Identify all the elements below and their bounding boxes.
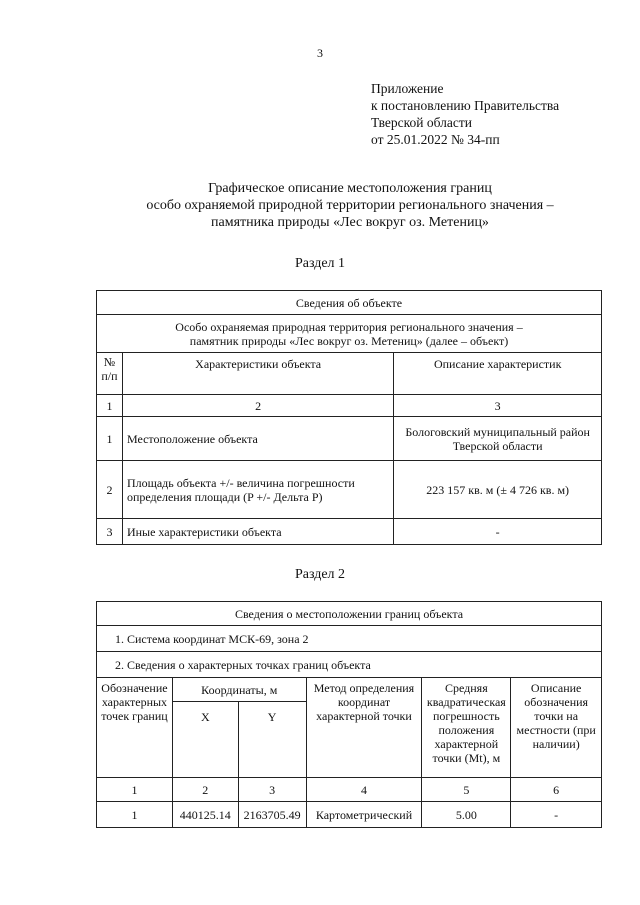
table-header: Сведения об объекте (97, 291, 602, 315)
table-row (97, 519, 602, 545)
document-title (60, 180, 640, 231)
index-cell: 1 (97, 395, 123, 417)
index-cell: 3 (238, 778, 306, 802)
appendix-block (371, 80, 559, 148)
col-header-desc: Описание характеристик (394, 353, 602, 395)
row-desc: - (394, 519, 602, 545)
index-cell: 6 (511, 778, 602, 802)
page-number: 3 (317, 46, 323, 60)
col-header-method: Метод определения координат характерной точки (306, 678, 422, 778)
col-header-designation: Обозначение характерных точек границ (97, 678, 173, 778)
point-error: 5.00 (422, 802, 511, 828)
row-num: 2 (97, 461, 123, 519)
row-desc: Бологовский муниципальный район Тверской области (394, 417, 602, 461)
col-header-char: Характеристики объекта (122, 353, 393, 395)
point-method: Картометрический (306, 802, 422, 828)
appendix-line: к постановлению Правительства (371, 98, 560, 113)
index-cell: 2 (172, 778, 238, 802)
appendix-line: Тверской области (371, 115, 472, 130)
index-cell: 5 (422, 778, 511, 802)
point-marking: - (511, 802, 602, 828)
appendix-line: от 25.01.2022 № 34-пп (371, 132, 500, 147)
point-id: 1 (97, 802, 173, 828)
col-header-error: Средняя квадратическая погрешность положения характерной точки (Mt), м (422, 678, 511, 778)
title-line: Графическое описание местоположения границ (208, 181, 492, 196)
title-line: особо охраняемой природной территории регионального значения – (146, 198, 554, 213)
index-cell: 3 (394, 395, 602, 417)
row-char: Иные характеристики объекта (122, 519, 393, 545)
col-header-x: X (172, 702, 238, 778)
index-cell: 1 (97, 778, 173, 802)
col-header-coords: Координаты, м (172, 678, 306, 702)
coord-system: 1. Система координат МСК-69, зона 2 (97, 626, 602, 652)
row-desc: 223 157 кв. м (± 4 726 кв. м) (394, 461, 602, 519)
col-header-num: № п/п (97, 353, 123, 395)
object-name-line: памятник природы «Лес вокруг оз. Метениц» (далее – объект) (189, 333, 509, 348)
appendix-line: Приложение (371, 81, 444, 96)
table-header: Сведения о местоположении границ объекта (97, 602, 602, 626)
section1-heading: Раздел 1 (294, 256, 346, 271)
index-cell: 4 (306, 778, 422, 802)
table-row (97, 461, 602, 519)
col-header-marking: Описание обозначения точки на местности (при наличии) (511, 678, 602, 778)
points-heading: 2. Сведения о характерных точках границ объекта (97, 652, 602, 678)
object-info-table (96, 290, 602, 545)
title-line: памятника природы «Лес вокруг оз. Метениц» (211, 215, 489, 230)
index-cell: 2 (122, 395, 393, 417)
row-num: 3 (97, 519, 123, 545)
row-char: Местоположение объекта (122, 417, 393, 461)
row-char: Площадь объекта +/- величина погрешности определения площади (P +/- Дельта P) (122, 461, 393, 519)
row-num: 1 (97, 417, 123, 461)
object-name (97, 315, 602, 353)
point-y: 2163705.49 (238, 802, 306, 828)
section2-heading: Раздел 2 (294, 567, 346, 582)
table-row (97, 802, 602, 828)
table-row (97, 417, 602, 461)
object-name-line: Особо охраняемая природная территория регионального значения – (175, 319, 523, 334)
boundary-points-table (96, 601, 602, 828)
point-x: 440125.14 (172, 802, 238, 828)
col-header-y: Y (238, 702, 306, 778)
